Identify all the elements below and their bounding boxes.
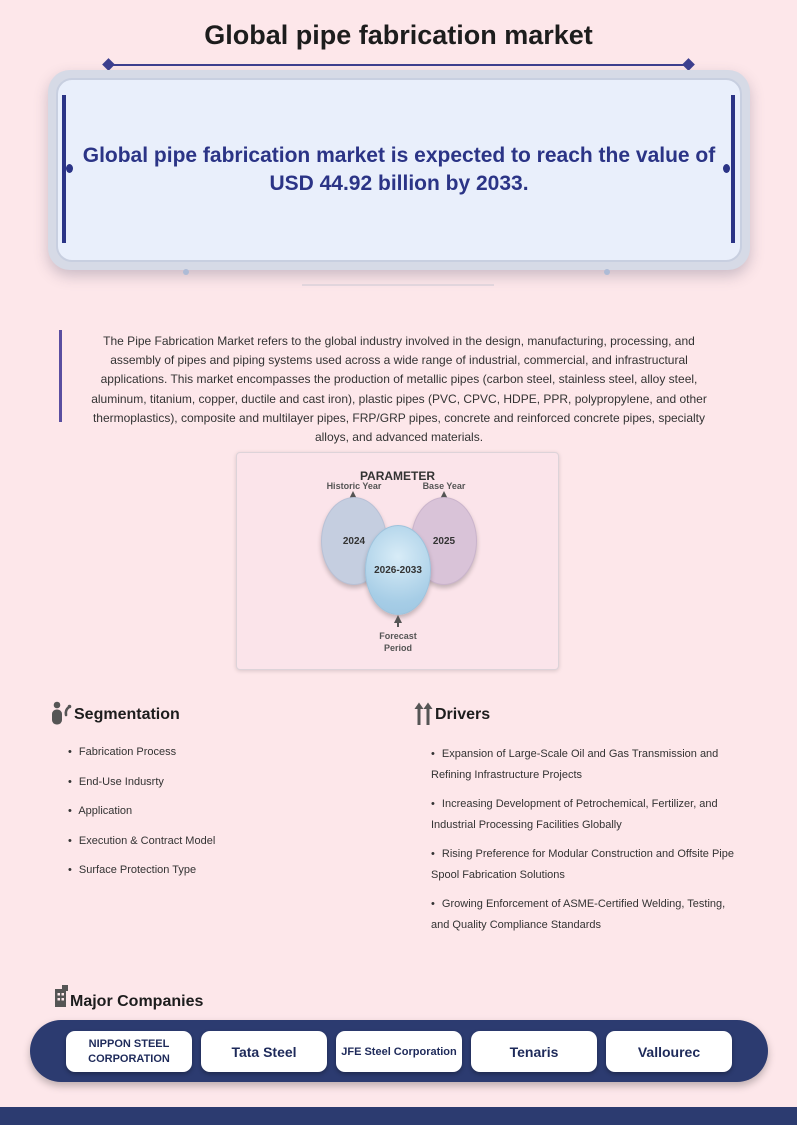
list-item: • End-Use Indusrty <box>68 775 164 788</box>
footer-bar <box>0 1107 797 1125</box>
list-item: • Expansion of Large-Scale Oil and Gas Transmission and Refining Infrastructure Projects <box>431 748 719 781</box>
forecast-label-line: Period <box>383 643 412 653</box>
hero-card <box>56 78 742 262</box>
base-year-label: Base Year <box>422 481 466 491</box>
forecast-period-value: 2026-2033 <box>374 564 422 576</box>
company-badge: NIPPON STEEL CORPORATION <box>66 1031 192 1072</box>
list-item: • Surface Protection Type <box>68 864 197 876</box>
company-badge: JFE Steel Corporation <box>336 1031 462 1072</box>
hero-right-dot <box>723 164 730 173</box>
companies-heading: Major Companies <box>70 993 204 1010</box>
list-item: • Rising Preference for Modular Construction and Offsite Pipe Spool Fabrication Solutions <box>431 848 734 881</box>
historic-year-label: Historic Year <box>326 481 382 491</box>
forecast-label-line: Forecast <box>379 631 417 641</box>
arrow-stem <box>397 621 399 627</box>
forecast-period-label <box>363 630 433 654</box>
drivers-list <box>431 744 741 944</box>
company-badge: Tata Steel <box>201 1031 327 1072</box>
company-badge: Vallourec <box>606 1031 732 1072</box>
company-badge: Tenaris <box>471 1031 597 1072</box>
segmentation-list <box>68 744 368 892</box>
page-title: Global pipe fabrication market <box>204 20 593 50</box>
hero-foot-dot <box>183 269 189 275</box>
hero-statement: Global pipe fabrication market is expected to reach the value of USD 44.92 billion by 2033. <box>82 143 716 195</box>
market-description: The Pipe Fabrication Market refers to the global industry involved in the design, manufacturing, processing, and assembly of pipes and piping systems used across a wide range of industrial, commercial, and infrastructural applications. This market encompasses the production of metallic pipes (carbon steel, stainless steel, alloy steel, aluminum, titanium, copper, ductile and cast iron), plastic pipes (PVC, CPVC, HDPE, PPR, polypropylene, and other thermoplastics), composite and multilayer pipes, FRP/GRP pipes, concrete and reinforced concrete pipes, specialty alloys, and advanced materials. <box>91 334 707 445</box>
title-divider <box>108 64 688 66</box>
description-accent-bar <box>59 330 62 422</box>
list-item: • Increasing Development of Petrochemical, Fertilizer, and Industrial Processing Facilities Globally <box>431 798 718 831</box>
list-item: • Growing Enforcement of ASME-Certified Welding, Testing, and Quality Compliance Standards <box>431 898 726 931</box>
list-item: • Fabrication Process <box>68 746 177 758</box>
segmentation-heading: Segmentation <box>74 706 180 723</box>
people-icon <box>50 700 74 726</box>
hero-right-bar <box>731 95 735 243</box>
building-icon <box>54 984 70 1008</box>
diamond-icon <box>682 58 695 71</box>
arrows-up-icon <box>414 701 434 727</box>
historic-year-value: 2024 <box>342 535 366 547</box>
hero-left-dot <box>66 164 73 173</box>
diamond-icon <box>102 58 115 71</box>
hero-foot-dot <box>604 269 610 275</box>
base-year-value: 2025 <box>432 535 456 547</box>
parameter-title: PARAMETER <box>359 469 436 483</box>
list-item: • Application <box>68 805 133 817</box>
drivers-heading: Drivers <box>435 706 491 723</box>
forecast-period-oval <box>365 525 431 615</box>
list-item: • Execution & Contract Model <box>68 834 216 847</box>
parameter-card <box>236 452 559 670</box>
hero-foot-line <box>302 284 494 286</box>
